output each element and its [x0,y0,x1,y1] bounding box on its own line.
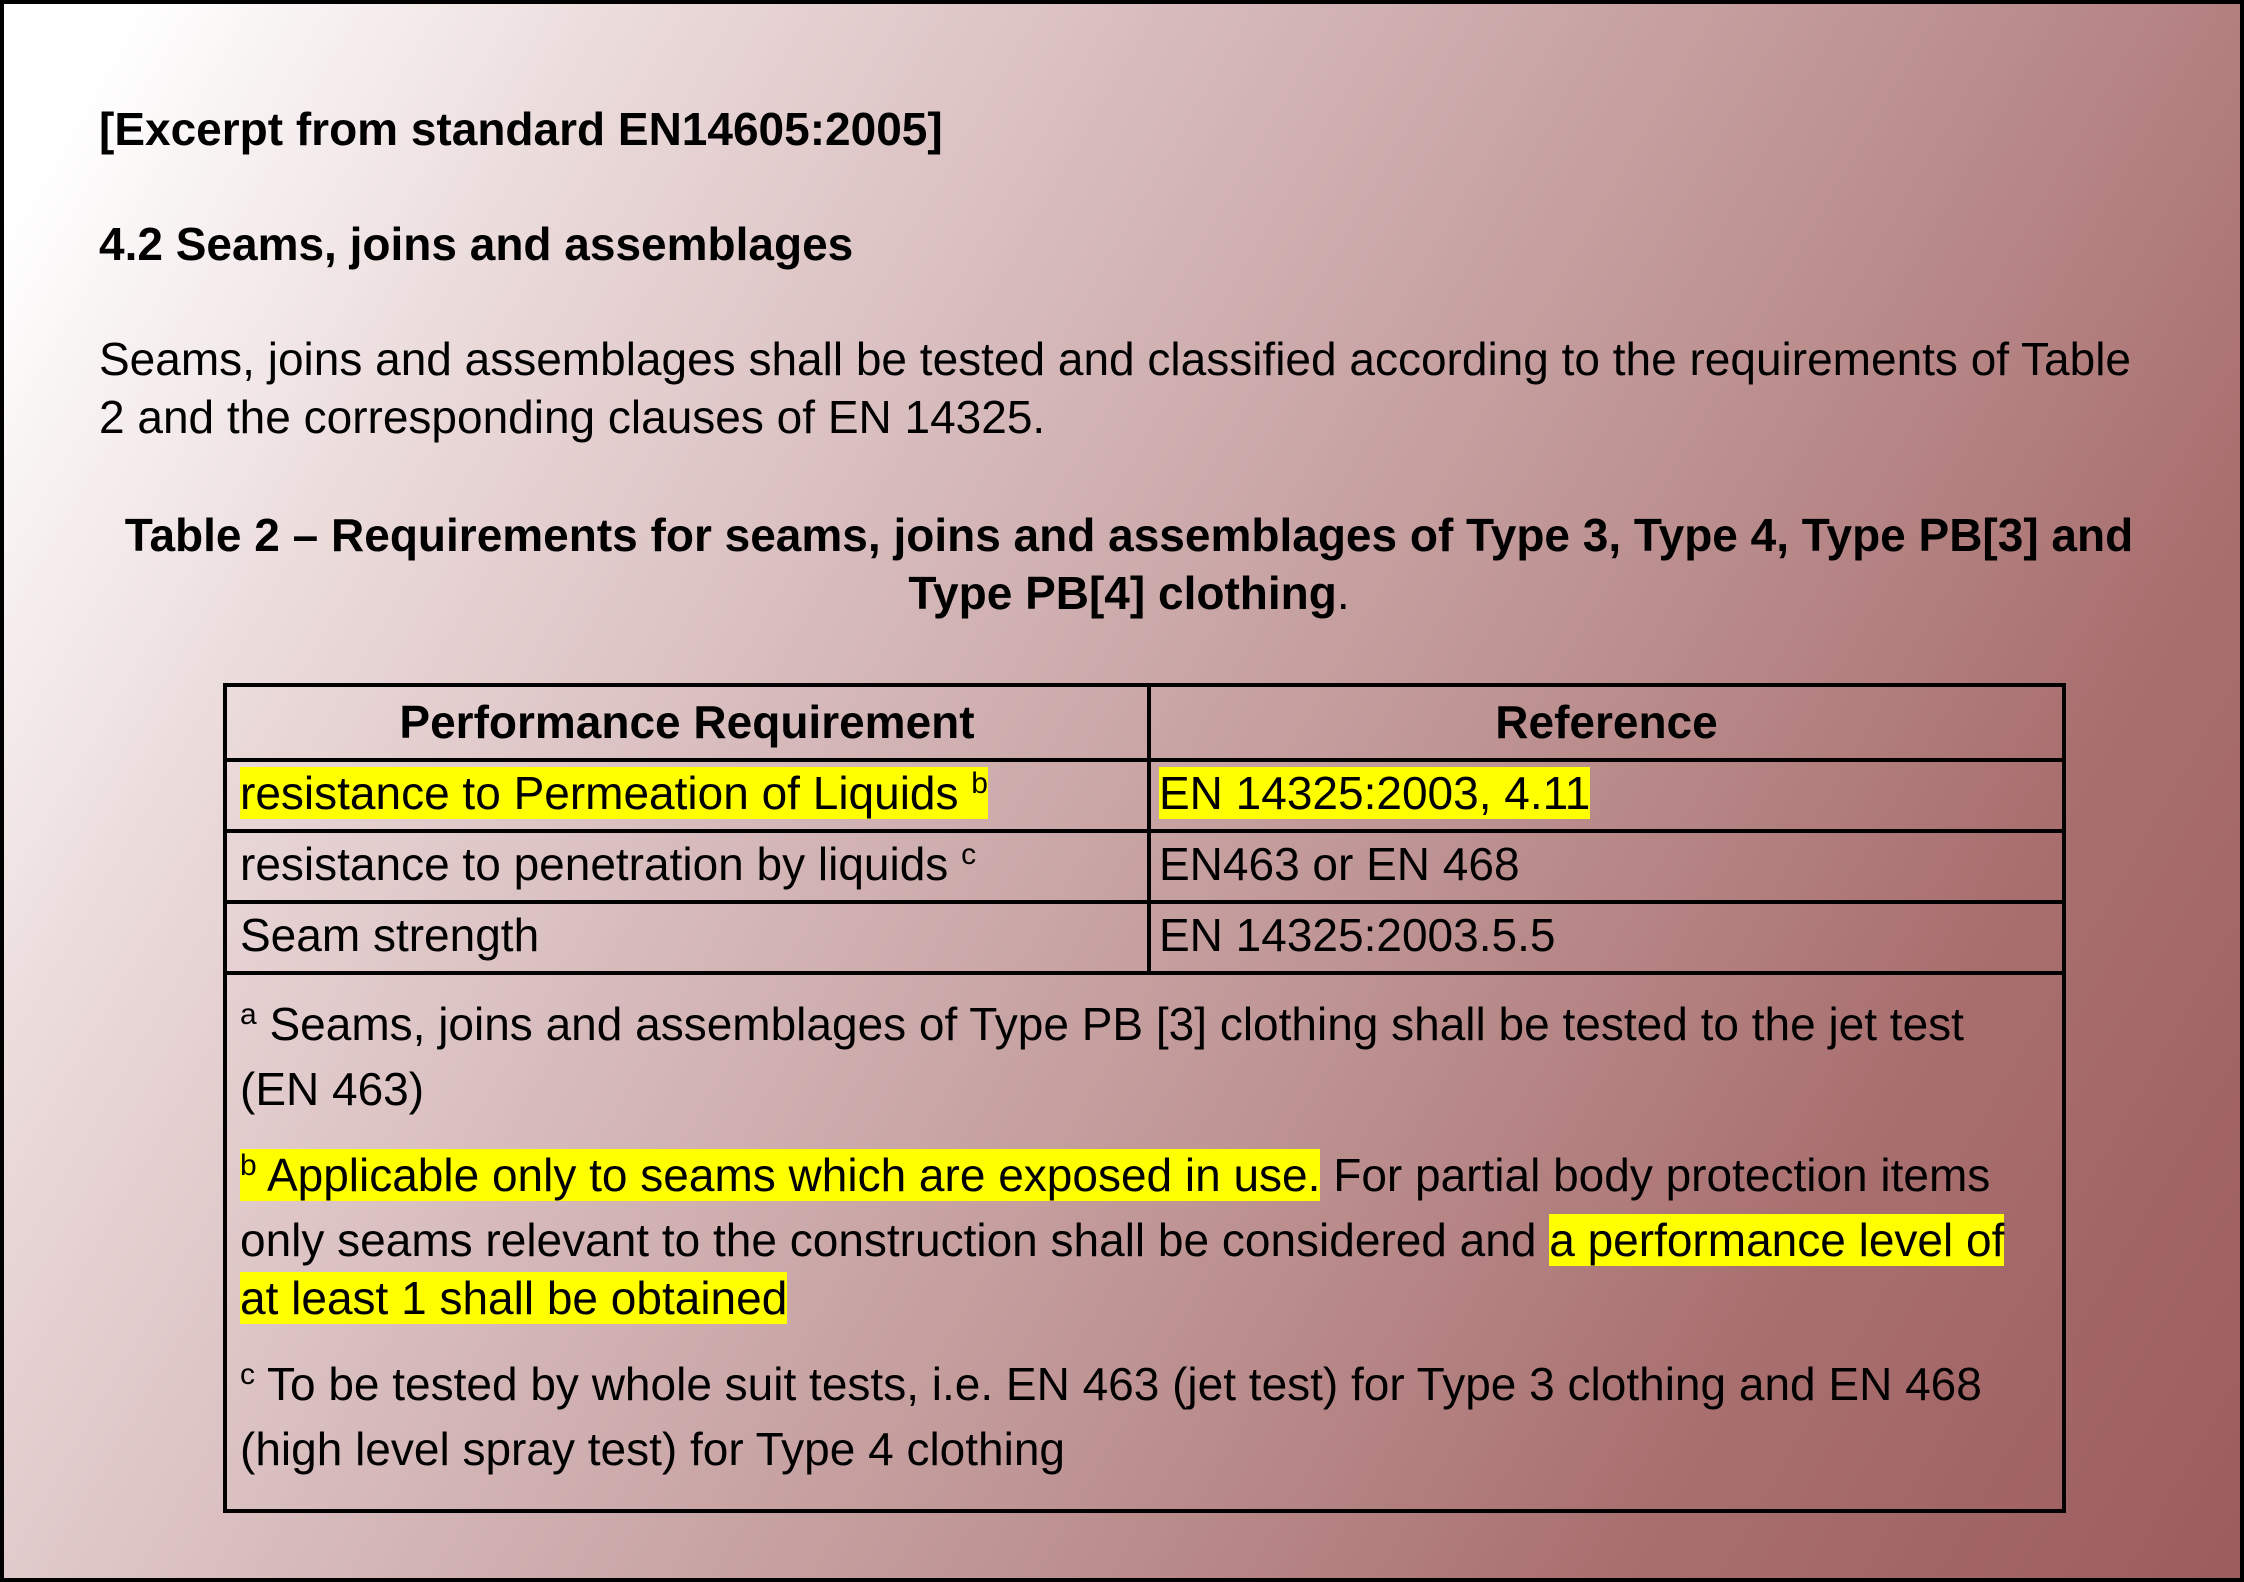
table-row [227,900,2062,975]
footnote-b [240,1146,2049,1327]
section-title: 4.2 Seams, joins and assemblages [99,218,854,270]
footnote-text: To be tested by whole suit tests, i.e. EN 463 (jet test) for Type 3 clothing and EN 468 (high level spray test) for Type 4 clothing [240,1358,1982,1475]
requirement-cell [240,829,976,900]
reference-text: EN 14325:2003, 4.11 [1159,767,1591,819]
highlighted-text [240,1149,1320,1201]
footnote-highlight-2: a performance level of at least 1 shall be obtained [240,1214,2005,1324]
footnote-mark: a [240,998,257,1031]
header-reference: Reference [1495,696,1718,748]
reference-cell [1159,900,1555,971]
footnote-mark: c [961,838,977,871]
footnote-a [240,995,2049,1118]
footnote-mark: b [240,1149,257,1182]
excerpt-label: [Excerpt from standard EN14605:2005] [99,103,943,155]
table-caption-text: Table 2 – Requirements for seams, joins and assemblages of Type 3, Type 4, Type PB[3] and Type PB[4] clothing [124,509,2134,619]
table-row [227,829,2062,904]
intro-paragraph: Seams, joins and assemblages shall be tested and classified according to the requirements of Table 2 and the corresponding clauses of EN 14325. [99,333,2131,443]
requirement-cell [240,758,988,829]
requirement-text: Seam strength [240,909,540,961]
table-caption-end: . [1336,567,1350,619]
requirements-table [223,683,2066,1513]
requirement-text: resistance to Permeation of Liquids [240,767,959,819]
footnote-mark: b [971,767,988,800]
footnote-mark: c [240,1358,255,1391]
reference-cell [1159,829,1520,900]
table-row [227,758,2062,833]
table-header-row [227,687,2062,762]
footnote-text: For partial body protection items only seams relevant to the construction shall be considered and [240,1149,1991,1266]
requirement-text: resistance to penetration by liquids [240,838,949,890]
table-caption [99,506,2159,622]
footnote-c [240,1355,2049,1478]
header-performance-requirement: Performance Requirement [399,696,975,748]
reference-cell [1159,758,1590,829]
reference-text: EN463 or EN 468 [1159,838,1520,890]
footnote-highlight-1: Applicable only to seams which are exposed in use. [266,1149,1321,1201]
highlighted-text [240,767,988,819]
footnote-text: Seams, joins and assemblages of Type PB [3] clothing shall be tested to the jet test (EN 463) [240,998,1964,1115]
requirement-cell [240,900,539,971]
reference-text: EN 14325:2003.5.5 [1159,909,1556,961]
table-footnotes [240,995,2049,1506]
